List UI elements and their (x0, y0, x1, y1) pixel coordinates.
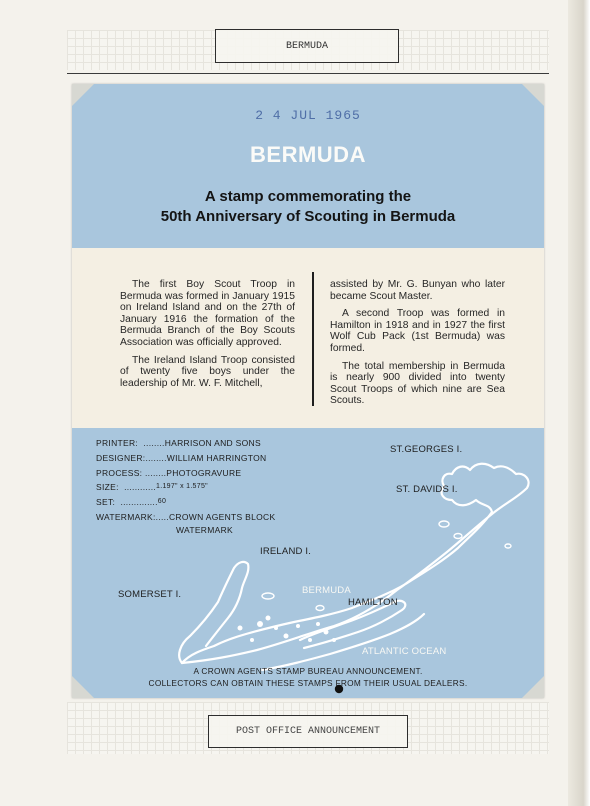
photo-corner-bottom-left (72, 676, 94, 698)
column-divider (312, 272, 314, 406)
spec-designer-label: DESIGNER:........ (96, 452, 167, 463)
map-label-atlantic-ocean: ATLANTIC OCEAN (362, 646, 447, 657)
spec-designer (96, 451, 275, 466)
spec-size (96, 480, 275, 495)
spec-watermark-label: WATERMARK:..... (96, 511, 169, 522)
subtitle-line-1: A stamp commemorating the (204, 188, 412, 205)
map-label-st-davids: ST. DAVIDS I. (396, 484, 458, 495)
spec-size-value: 1.197" x 1.575" (156, 483, 208, 491)
map-label-hamilton: HAMILTON (348, 597, 398, 608)
map-label-somerset: SOMERSET I. (118, 589, 182, 600)
map-panel (72, 428, 544, 698)
footer-note-line-1: A CROWN AGENTS STAMP BUREAU ANNOUNCEMENT. (193, 666, 423, 676)
photo-corner-top-left (72, 84, 94, 106)
announcement-title: BERMUDA (250, 142, 366, 167)
spec-process-value: PHOTOGRAVURE (166, 467, 242, 478)
announcement-sheet (72, 84, 544, 698)
map-label-bermuda: BERMUDA (302, 585, 351, 596)
island-outline-west (179, 562, 248, 663)
spec-designer-value: WILLIAM HARRINGTON (166, 452, 267, 463)
spec-watermark-value: CROWN AGENTS BLOCK (168, 511, 276, 522)
map-label-st-georges: ST.GEORGES I. (390, 444, 463, 455)
text-column-right (330, 279, 505, 413)
spec-process-label: PROCESS: ........ (96, 467, 167, 478)
text-column-left (120, 279, 295, 395)
announcement-header-panel (72, 84, 544, 248)
announcement-subtitle (72, 187, 544, 227)
spec-printer-value: HARRISON AND SONS (164, 438, 261, 448)
spec-set-label: SET: .............. (96, 497, 158, 508)
left-paragraph-1: The first Boy Scout Troop in Bermuda was formed in January 1915 on Ireland Island and on the 27th of January 1916 the formation of the Bermuda Branch of the Boy Scouts Association was officially approved. (120, 279, 295, 348)
album-footer-label: POST OFFICE ANNOUNCEMENT (208, 715, 408, 748)
postmark-date: 2 4 JUL 1965 (255, 108, 361, 123)
spec-set-value: 60 (157, 498, 167, 506)
album-header-label: BERMUDA (215, 29, 399, 63)
spec-size-label: SIZE: ............ (96, 482, 157, 493)
right-paragraph-2: A second Troop was formed in Hamilton in 1918 and in 1927 the first Wolf Cub Pack (1st Bermuda) was formed. (330, 308, 505, 354)
subtitle-line-2: 50th Anniversary of Scouting in Bermuda (160, 208, 456, 225)
spec-watermark (96, 510, 275, 525)
spec-process (96, 466, 275, 481)
right-paragraph-1: assisted by Mr. G. Bunyan who later became Scout Master. (330, 279, 505, 302)
spec-printer-label: PRINTER: ........ (96, 438, 165, 448)
spec-printer (96, 436, 275, 451)
footer-note-line-2: COLLECTORS CAN OBTAIN THESE STAMPS FROM THEIR USUAL DEALERS. (148, 678, 468, 688)
right-paragraph-3: The total membership in Bermuda is nearly 900 divided into twenty Scout Troops of which nine are Sea Scouts. (330, 360, 505, 407)
spec-watermark-value-2: WATERMARK (176, 524, 234, 535)
left-paragraph-2: The Ireland Island Troop consisted of twenty five boys under the leadership of Mr. W. F. Mitchell, (120, 354, 295, 389)
page-edge (568, 0, 590, 806)
map-label-ireland: IRELAND I. (260, 546, 312, 557)
photo-corner-top-right (522, 84, 544, 106)
photo-corner-bottom-right (522, 676, 544, 698)
spec-set (96, 495, 275, 510)
album-rule-top (67, 73, 549, 74)
stamp-specifications (96, 436, 275, 535)
